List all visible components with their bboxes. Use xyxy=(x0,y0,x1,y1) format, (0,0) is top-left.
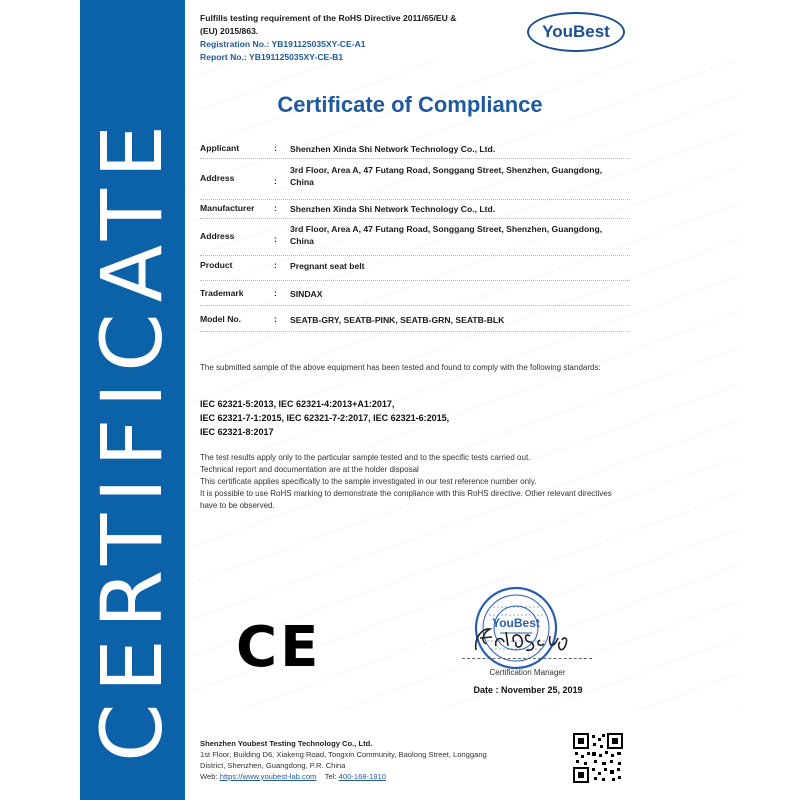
report-number: Report No.: YB191125035XY-CE-B1 xyxy=(200,52,344,62)
qr-code xyxy=(572,732,624,784)
field-divider xyxy=(200,280,630,281)
side-text: CERTIFICATE xyxy=(83,113,181,762)
header-info xyxy=(200,12,520,64)
standards-line: IEC 62321-8:2017 xyxy=(200,427,274,437)
field-divider xyxy=(200,331,630,332)
field-colon: : xyxy=(274,288,277,298)
field-colon: : xyxy=(274,143,277,153)
field-value: 3rd Floor, Area A, 47 Futang Road, Songgang Street, Shenzhen, Guangdong, China xyxy=(290,224,603,246)
standards-line: IEC 62321-5:2013, IEC 62321-4:2013+A1:2017, xyxy=(200,399,395,409)
field-colon: : xyxy=(274,234,277,244)
field-value: Shenzhen Xinda Shi Network Technology Co., Ltd. xyxy=(290,204,496,214)
signature xyxy=(470,620,580,660)
notes xyxy=(200,452,630,512)
compliance-statement: The submitted sample of the above equipment has been tested and found to comply with the following standards: xyxy=(200,363,601,372)
web-label: Web: xyxy=(200,772,218,781)
note-line: The test results apply only to the particular sample tested and to the specific tests carried out. xyxy=(200,453,531,462)
standards-line: IEC 62321-7-1:2015, IEC 62321-7-2:2017, IEC 62321-6:2015, xyxy=(200,413,450,423)
field-label: Trademark xyxy=(200,288,244,298)
field-label: Applicant xyxy=(200,143,240,153)
logo-text: YouBest xyxy=(542,22,610,41)
field-value: Pregnant seat belt xyxy=(290,261,365,271)
footer xyxy=(200,738,550,782)
page-title: Certificate of Compliance xyxy=(277,92,543,117)
website-link[interactable]: https://www.youbest-lab.com xyxy=(219,772,317,781)
field-colon: : xyxy=(274,314,277,324)
field-label: Address xyxy=(200,231,235,241)
field-value: SEATB-GRY, SEATB-PINK, SEATB-GRN, SEATB-BLK xyxy=(290,315,505,325)
issue-date: Date : November 25, 2019 xyxy=(473,685,583,695)
field-divider xyxy=(200,255,630,256)
rohs-line-2: (EU) 2015/863. xyxy=(200,26,259,36)
field-value: SINDAX xyxy=(290,289,323,299)
field-label: Manufacturer xyxy=(200,203,255,213)
note-line: It is possible to use RoHS marking to demonstrate the compliance with this RoHS directive. Other relevant directives have to be observed. xyxy=(200,489,612,510)
tel-label: Tel: xyxy=(324,772,337,781)
signatory-title: Certification Manager xyxy=(489,668,566,677)
field-divider xyxy=(200,199,630,200)
footer-address-2: District, Shenzhen, Guangdong, P.R. China xyxy=(200,761,346,770)
field-label: Address xyxy=(200,173,235,183)
field-value: Shenzhen Xinda Shi Network Technology Co., Ltd. xyxy=(290,144,496,154)
note-line: Technical report and documentation are at the holder disposal xyxy=(200,465,419,474)
signature-line xyxy=(462,658,592,659)
registration-number: Registration No.: YB191125035XY-CE-A1 xyxy=(200,39,366,49)
footer-company: Shenzhen Youbest Testing Technology Co., Ltd. xyxy=(200,739,373,748)
standards-list xyxy=(200,397,630,439)
field-divider xyxy=(200,158,630,159)
field-label: Model No. xyxy=(200,314,242,324)
footer-address-1: 1st Floor, Building D6, Xiakeng Road, Tongxin Community, Baolong Street, Longgang xyxy=(200,750,487,759)
field-value: 3rd Floor, Area A, 47 Futang Road, Songgang Street, Shenzhen, Guangdong, China xyxy=(290,165,603,187)
ce-mark: CE xyxy=(236,615,322,680)
field-colon: : xyxy=(274,203,277,213)
field-colon: : xyxy=(274,260,277,270)
seal-text: YouBest xyxy=(492,616,540,630)
field-divider xyxy=(200,218,630,219)
footer-contact xyxy=(200,771,550,782)
youbest-logo xyxy=(527,12,625,52)
phone-link[interactable]: 400-168-1910 xyxy=(338,772,386,781)
field-label: Product xyxy=(200,260,233,270)
field-colon: : xyxy=(274,176,277,186)
field-divider xyxy=(200,305,630,306)
rohs-line-1: Fulfills testing requirement of the RoHS Directive 2011/65/EU & xyxy=(200,13,457,23)
note-line: This certificate applies specifically to the sample investigated in our test reference number only. xyxy=(200,477,537,486)
